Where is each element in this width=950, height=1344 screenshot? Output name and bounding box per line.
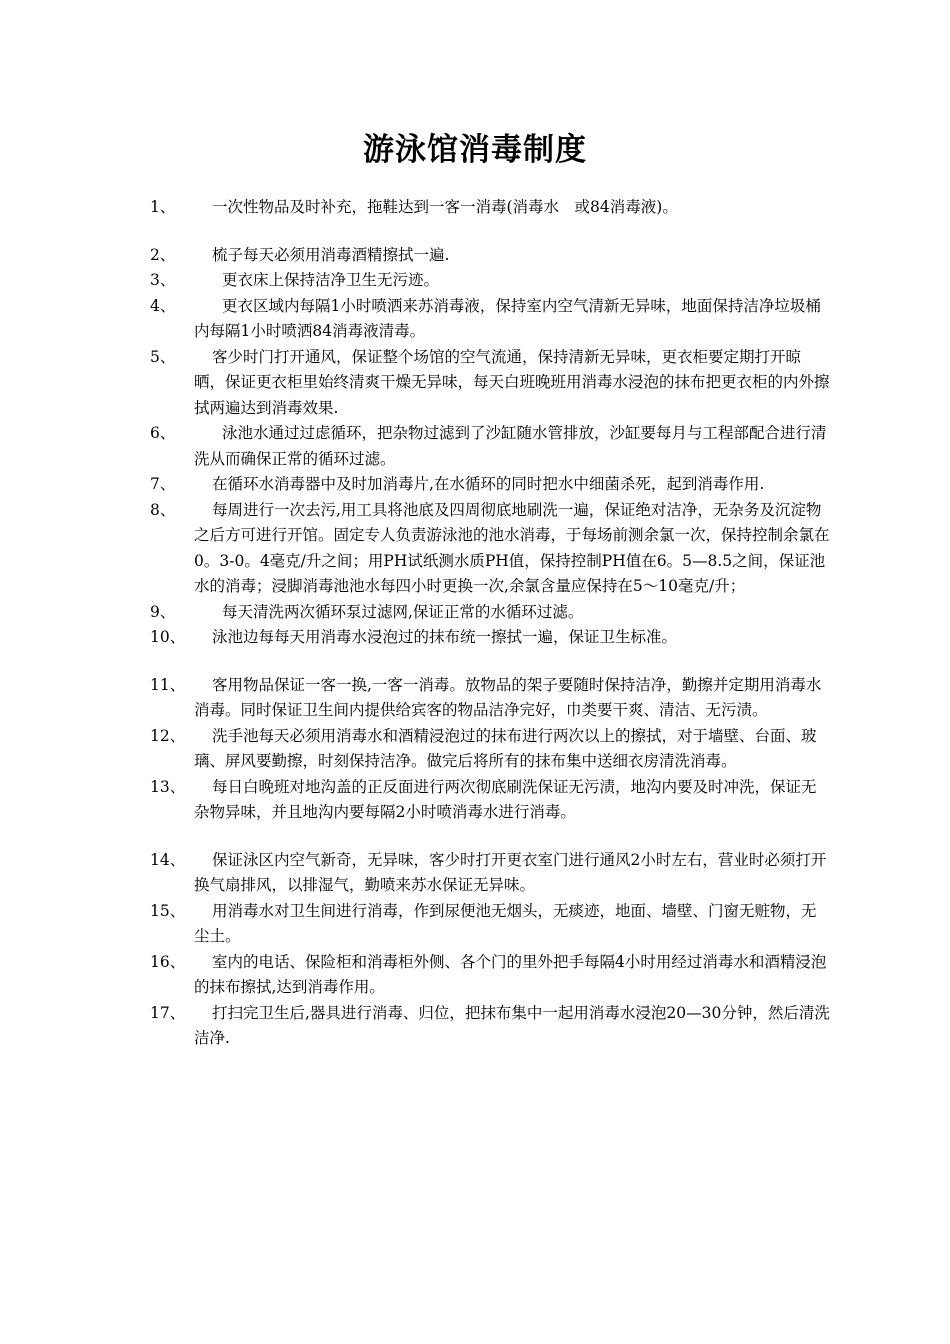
rule-number: 14、: [150, 850, 186, 869]
rule-number: 15、: [150, 901, 186, 920]
list-item: [150, 673, 830, 724]
rule-number: 7、: [150, 475, 176, 493]
list-item: [150, 195, 830, 221]
rule-text: 梳子每天必须用消毒酒精擦拭一遍.: [212, 245, 450, 264]
rule-number: 16、: [150, 952, 186, 971]
list-item: [150, 472, 830, 498]
rule-text: 更衣区域内每隔1小时喷洒来苏消毒液，保持室内空气清新无异味，地面保持洁净垃圾桶内每隔1小时喷洒84消毒液清毒。: [194, 296, 821, 340]
rule-text: 每天清洗两次循环泵过滤网,保证正常的水循环过滤。: [222, 602, 584, 621]
rule-text: 一次性物品及时补充，拖鞋达到一客一消毒(消毒水 或84消毒液)。: [212, 198, 678, 216]
list-item: [150, 848, 830, 899]
list-item: [150, 421, 830, 472]
rule-number: 12、: [150, 726, 186, 745]
rule-text: 每日白晚班对地沟盖的正反面进行两次彻底刷洗保证无污渍，地沟内要及时冲洗，保证无杂物异味，并且地沟内要每隔2小时喷消毒水进行消毒。: [194, 777, 817, 821]
rule-number: 8、: [150, 500, 176, 519]
list-item: [150, 724, 830, 775]
rule-number: 4、: [150, 296, 176, 315]
list-item: [150, 600, 830, 626]
list-item: [150, 243, 830, 269]
list-item: [150, 775, 830, 826]
rule-text: 客少时门打开通风，保证整个场馆的空气流通，保持清新无异味，更衣柜要定期打开晾晒，保证更衣柜里始终清爽干燥无异味，每天白班晚班用消毒水浸泡的抹布把更衣柜的内外擦拭两遍达到消毒效果.: [194, 347, 830, 417]
rule-number: 17、: [150, 1003, 186, 1022]
rule-number: 13、: [150, 777, 186, 796]
list-item: [150, 899, 830, 950]
list-item: [150, 625, 830, 651]
rule-number: 10、: [150, 628, 186, 646]
rule-text: 打扫完卫生后,器具进行消毒、归位，把抹布集中一起用消毒水浸泡20—30分钟，然后清洗洁净.: [194, 1003, 830, 1047]
rule-number: 5、: [150, 347, 176, 366]
rule-text: 洗手池每天必须用消毒水和酒精浸泡过的抹布进行两次以上的擦拭，对于墙壁、台面、玻璃、屏风要勤擦，时刻保持洁净。做完后将所有的抹布集中送细衣房清洗消毒。: [194, 726, 817, 770]
rule-text: 在循环水消毒器中及时加消毒片,在水循环的同时把水中细菌杀死，起到消毒作用.: [212, 475, 765, 493]
rule-text: 泳池水通过过虑循环，把杂物过滤到了沙缸随水管排放，沙缸要每月与工程部配合进行清洗从而确保正常的循环过滤。: [194, 424, 827, 468]
rule-text: 室内的电话、保险柜和消毒柜外侧、各个门的里外把手每隔4小时用经过消毒水和酒精浸泡的抹布擦拭,达到消毒作用。: [194, 952, 827, 996]
page-title: 游泳馆消毒制度: [363, 132, 587, 168]
rule-number: 1、: [150, 198, 176, 216]
list-item: [150, 294, 830, 345]
list-item: [150, 345, 830, 422]
rule-number: 11、: [150, 675, 186, 694]
list-item: [150, 1001, 830, 1052]
rule-number: 9、: [150, 602, 176, 621]
rule-text: 客用物品保证一客一换,一客一消毒。放物品的架子要随时保持洁净，勤擦并定期用消毒水消毒。同时保证卫生间内提供给宾客的物品洁净完好，巾类要干爽、清洁、无污渍。: [194, 675, 822, 719]
rule-text: 用消毒水对卫生间进行消毒，作到尿便池无烟头，无痰迹，地面、墙壁、门窗无赃物，无尘土。: [194, 901, 817, 945]
rule-text: 更衣床上保持洁净卫生无污迹。: [222, 271, 440, 289]
list-item: [150, 268, 830, 294]
list-item: [150, 950, 830, 1001]
rule-text: 保证泳区内空气新奇，无异味，客少时打开更衣室门进行通风2小时左右，营业时必须打开换气扇排风，以排湿气，勤喷来苏水保证无异味。: [194, 850, 827, 894]
rule-text: 泳池边每每天用消毒水浸泡过的抹布统一擦拭一遍，保证卫生标准。: [212, 628, 678, 646]
rule-text: 每周进行一次去污,用工具将池底及四周彻底地刷洗一遍，保证绝对洁净，无杂务及沉淀物之后方可进行开馆。固定专人负责游泳池的池水消毒，于每场前测余氯一次，保持控制余氯在0。3-0。4毫克/升之间；用PH试纸测水质PH值，保持控制PH值在6。5—8.5之间，保证池水的消毒；浸脚消毒池池水每四小时更换一次,余氯含量应保持在5～10毫克/升；: [194, 500, 830, 595]
rule-number: 6、: [150, 424, 176, 442]
rule-number: 3、: [150, 271, 176, 289]
rules-list: [150, 195, 830, 1052]
list-item: [150, 498, 830, 600]
rule-number: 2、: [150, 245, 176, 264]
